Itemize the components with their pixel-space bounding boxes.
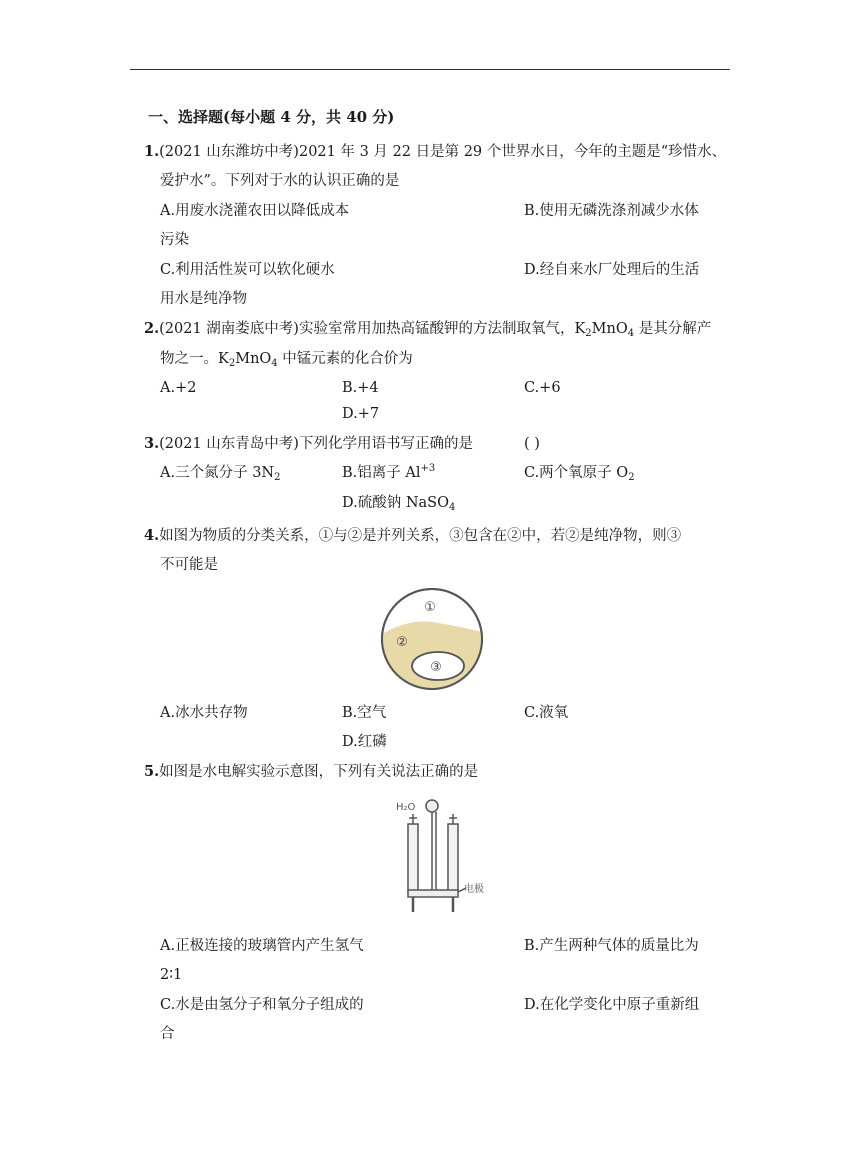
question-4-number: 4. bbox=[144, 527, 160, 544]
question-1-line-2: 爱护水”。下列对于水的认识正确的是 bbox=[160, 173, 400, 189]
question-2-line-2 bbox=[160, 349, 413, 371]
question-1-option-a: A.用废水浇灌农田以降低成本 bbox=[160, 203, 350, 219]
option-text: B.铝离子 Al bbox=[342, 465, 421, 481]
question-3-option-b bbox=[342, 463, 435, 485]
question-3-option-d bbox=[342, 493, 455, 515]
question-3-option-c bbox=[524, 463, 635, 485]
electrode-label: 电极 bbox=[464, 884, 484, 895]
question-1-option-d-cont: 用水是纯净物 bbox=[160, 291, 247, 307]
question-1-option-d: D.经自来水厂处理后的生活 bbox=[524, 262, 700, 278]
question-5-option-d: D.在化学变化中原子重新组 bbox=[524, 997, 700, 1013]
label-3: ③ bbox=[430, 660, 442, 675]
question-1-option-b: B.使用无磷洗涤剂减少水体 bbox=[524, 203, 699, 219]
question-5-number: 5. bbox=[144, 763, 160, 780]
question-4-line-2: 不可能是 bbox=[160, 557, 218, 573]
water-label: H₂O bbox=[396, 802, 416, 813]
subscript: 4 bbox=[448, 502, 456, 513]
section-title: 一、选择题(每小题 4 分，共 40 分) bbox=[148, 108, 395, 126]
question-5-option-c: C.水是由氢分子和氧分子组成的 bbox=[160, 997, 364, 1013]
answer-paren: ( ) bbox=[524, 436, 540, 452]
question-2-line-1 bbox=[144, 319, 711, 341]
question-2-stem-d: 物之一。K bbox=[160, 351, 229, 367]
question-2-number: 2. bbox=[144, 320, 160, 337]
question-2-option-d: D.+7 bbox=[342, 406, 380, 422]
question-1-option-b-cont: 污染 bbox=[160, 232, 189, 248]
option-text: D.硫酸钠 NaSO bbox=[342, 495, 449, 511]
subscript: 4 bbox=[271, 358, 278, 369]
question-5-line-1 bbox=[144, 762, 478, 782]
question-1-number: 1. bbox=[144, 143, 160, 160]
question-3-stem: (2021 山东青岛中考)下列化学用语书写正确的是 bbox=[159, 436, 473, 452]
question-2-stem-e: MnO bbox=[235, 351, 272, 367]
question-5-option-b: B.产生两种气体的质量比为 bbox=[524, 938, 699, 954]
question-3-option-a bbox=[160, 463, 280, 485]
right-tube bbox=[448, 824, 458, 892]
question-1-option-c: C.利用活性炭可以软化硬水 bbox=[160, 262, 335, 278]
question-5-option-c-cont: 合 bbox=[160, 1026, 175, 1042]
question-2-stem-b: MnO bbox=[591, 321, 628, 337]
question-4-line-1 bbox=[144, 526, 681, 546]
header-rule bbox=[130, 69, 730, 70]
question-2-option-c: C.+6 bbox=[524, 380, 561, 396]
electrolysis-apparatus-diagram bbox=[394, 792, 494, 922]
option-text: C.两个氧原子 O bbox=[524, 465, 629, 481]
question-1-stem: (2021 山东潍坊中考)2021 年 3 月 22 日是第 29 个世界水日，今年的主题是“珍惜水、 bbox=[159, 144, 727, 160]
label-1: ① bbox=[424, 600, 436, 615]
subscript: 2 bbox=[585, 328, 592, 339]
question-5-option-b-cont: 2∶1 bbox=[160, 967, 183, 983]
left-tube bbox=[408, 824, 418, 892]
question-2-option-b: B.+4 bbox=[342, 380, 379, 396]
question-2-option-a: A.+2 bbox=[160, 380, 197, 396]
label-2: ② bbox=[396, 635, 408, 650]
question-2-stem-c: 是其分解产 bbox=[634, 321, 712, 337]
question-1-line-1 bbox=[144, 142, 726, 162]
subscript: 2 bbox=[274, 472, 281, 483]
question-4-option-c: C.液氧 bbox=[524, 705, 569, 721]
superscript: +3 bbox=[420, 463, 436, 474]
subscript: 2 bbox=[628, 472, 635, 483]
classification-diagram bbox=[378, 584, 486, 694]
reservoir-bulb bbox=[426, 800, 438, 812]
option-text: A.三个氮分子 3N bbox=[160, 465, 275, 481]
question-2-stem-f: 中锰元素的化合价为 bbox=[277, 351, 413, 367]
question-5-option-a: A.正极连接的玻璃管内产生氢气 bbox=[160, 938, 364, 954]
subscript: 2 bbox=[228, 358, 236, 369]
bottom-connector bbox=[408, 890, 458, 897]
question-5-stem: 如图是水电解实验示意图，下列有关说法正确的是 bbox=[159, 764, 479, 780]
question-3-number: 3. bbox=[144, 435, 160, 452]
question-4-option-d: D.红磷 bbox=[342, 734, 387, 750]
question-4-option-a: A.冰水共存物 bbox=[160, 705, 248, 721]
subscript: 4 bbox=[627, 328, 635, 339]
question-3-line-1 bbox=[144, 434, 473, 454]
question-4-option-b: B.空气 bbox=[342, 705, 387, 721]
question-2-stem-a: (2021 湖南娄底中考)实验室常用加热高锰酸钾的方法制取氧气，K bbox=[159, 321, 586, 337]
question-4-stem: 如图为物质的分类关系，①与②是并列关系，③包含在②中，若②是纯净物，则③ bbox=[159, 528, 682, 544]
